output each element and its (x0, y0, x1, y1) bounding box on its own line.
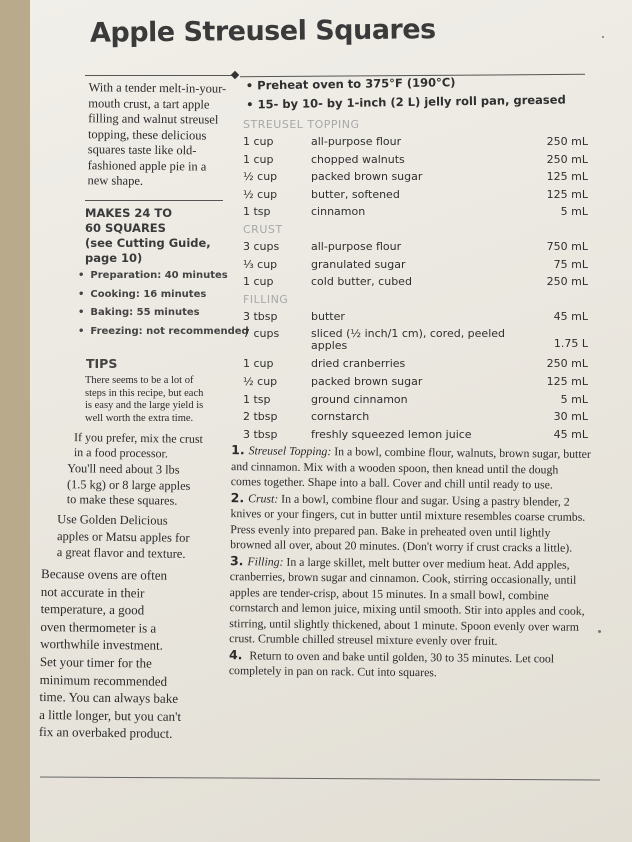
ingredient-row: ½ cup packed brown sugar 125 mL (243, 170, 588, 184)
ingredient-row: 3 tbsp butter 45 mL (243, 309, 588, 323)
step-1: 1. Streusel Topping: In a bowl, combine flour, walnuts, brown sugar, butter and cinnamon. Mix with a wooden spoon, then knead until the dough comes together. Shape into a ball. Cover and chill until ready to use. (230, 442, 591, 492)
ingredient-row: 1 cup all-purpose flour 250 mL (243, 135, 588, 148)
yield-line: 60 SQUARES (85, 221, 166, 235)
timing-baking: • Baking: 55 minutes (78, 307, 249, 326)
tip-4: Use Golden Delicious apples or Matsu apples for a great flavor and texture. (56, 512, 190, 561)
step-2: 2. Crust: In a bowl, combine flour and sugar. Using a pastry blender, 2 knives or your fingers, cut in butter until mixture resembles coarse crumbs. Press evenly into prepared pan. Bake in preheated oven until lightly browned all over, about 20 minutes. (Don't worry if crust cracks a little). (230, 489, 586, 555)
ingredient-row: 1 cup dried cranberries 250 mL (243, 357, 588, 371)
paper-speck (598, 630, 601, 633)
tips-heading: TIPS (86, 356, 118, 371)
ingredient-row: 2 tbsp cornstarch 30 mL (243, 410, 588, 424)
method-steps (229, 442, 591, 682)
yield-line: page 10) (85, 251, 143, 265)
tip-5: Because ovens are often not accurate in their temperature, a good oven thermometer is a worthwhile investment. Set your timer for the minimum recommended time. You can always bake a little longer, but you can't fix an overbaked product. (38, 566, 182, 742)
ingredient-row: 1 tsp cinnamon 5 mL (243, 205, 588, 219)
timing-cooking: • Cooking: 16 minutes (78, 289, 249, 308)
intro-rule (85, 200, 223, 201)
timing-list (78, 270, 249, 344)
step-4: 4. Return to oven and bake until golden, 30 to 35 minutes. Let cool completely in pan on rack. Cut into squares. (228, 646, 555, 680)
section-heading-streusel: STREUSEL TOPPING (243, 118, 360, 131)
ingredient-row: 3 cups all-purpose flour 750 mL (243, 239, 588, 253)
ingredient-row: 1 tsp ground cinnamon 5 mL (243, 392, 588, 406)
oven-temp: • Preheat oven to 375°F (190°C) (246, 71, 566, 95)
bottom-rule (40, 777, 600, 781)
section-heading-crust: CRUST (243, 222, 283, 236)
equipment-list (246, 71, 566, 114)
ingredient-row: ½ cup packed brown sugar 125 mL (243, 374, 588, 388)
ingredient-row: 1 cup chopped walnuts 250 mL (243, 152, 588, 166)
ingredient-row: ½ cup butter, softened 125 mL (243, 187, 588, 201)
step-3: 3. Filling: In a large skillet, melt butter over medium heat. Add apples, cranberries, brown sugar and cinnamon. Cook, stirring occasionally, until apples are tender-crisp, about 15 minutes. In a small bowl, combine cornstarch and lemon juice, mixing until smooth. Stir into apples and cook, stirring, until slightly thickened, about 1 minute. Spoon evenly over warm crust. Crumble chilled streusel mixture evenly over fruit. (229, 552, 585, 648)
pan-size: • 15- by 10- by 1-inch (2 L) jelly roll pan, greased (246, 90, 566, 114)
tip-2: If you prefer, mix the crust in a food processor. (73, 430, 204, 461)
section-heading-filling: FILLING (243, 292, 289, 306)
timing-preparation: • Preparation: 40 minutes (78, 270, 249, 289)
ingredient-row: 3 tbsp freshly squeezed lemon juice 45 mL (243, 427, 588, 441)
ingredient-row: 1 cup cold butter, cubed 250 mL (243, 275, 588, 289)
tip-1: There seems to be a lot of steps in this recipe, but each is easy and the large yield is well worth the extra time. (85, 375, 204, 424)
yield-line: (see Cutting Guide, (85, 236, 211, 250)
divider-diamond (231, 71, 239, 79)
header-rule-left (85, 75, 233, 76)
ingredient-row: 7 cups sliced (½ inch/1 cm), cored, peeled apples 1.75 L (243, 327, 588, 353)
ingredients-table (243, 116, 588, 443)
yield-info (85, 206, 235, 266)
yield-line: MAKES 24 TO (85, 206, 173, 220)
ingredient-row: ⅓ cup granulated sugar 75 mL (243, 257, 588, 271)
recipe-title: Apple Streusel Squares (89, 14, 436, 49)
intro-text: With a tender melt-in-your-mouth crust, a tart apple filling and walnut streusel topping, these delicious squares taste like old-fashioned apple pie in a new shape. (87, 80, 227, 188)
tip-3: You'll need about 3 lbs (1.5 kg) or 8 large apples to make these squares. (66, 461, 191, 508)
recipe-page (30, 0, 632, 842)
timing-freezing: • Freezing: not recommended (78, 326, 249, 345)
paper-speck (602, 36, 604, 38)
